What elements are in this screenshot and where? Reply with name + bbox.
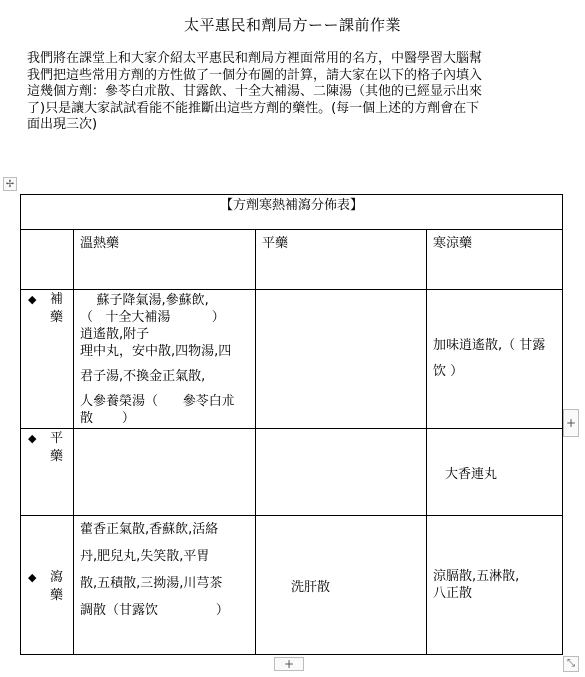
table-move-handle-icon[interactable]: ✢: [3, 177, 17, 191]
cell-xie-neutral[interactable]: [256, 516, 427, 655]
row-label-xie: 瀉藥: [50, 570, 64, 603]
cell-line: 丹,肥兒丸,失笑散,平胃: [80, 549, 210, 564]
cell-line: 逍遙散,附子: [80, 327, 150, 342]
table-caption: 【方劑寒熱補瀉分佈表】: [21, 195, 563, 230]
row-label-bu: 補藥: [50, 292, 64, 325]
table-resize-handle-icon[interactable]: ⤡: [563, 656, 579, 672]
intro-line: 了)只是讓大家試試看能不能推斷出這些方劑的藥性。(每一個上述的方劑會在下: [27, 100, 480, 116]
cell-line: 蘇子降氣湯,參蘇飲,: [80, 293, 209, 308]
cell-line: 人參養榮湯（ 參苓白朮: [80, 394, 235, 409]
cell-line: （ 十全大補湯 ）: [80, 310, 225, 325]
row-label-xie-cell[interactable]: [21, 516, 74, 655]
add-row-button[interactable]: +: [274, 657, 304, 671]
cell-xie-cool[interactable]: [427, 516, 563, 655]
intro-line: 我們將在課堂上和大家介紹太平惠民和劑局方裡面常用的名方，中醫學習大腦幫: [27, 51, 483, 66]
cell-line: 理中丸，安中散,四物湯,四: [80, 344, 232, 359]
bullet-diamond-icon: ◆: [28, 571, 37, 584]
cell-line: 八正散: [433, 586, 473, 601]
formula-distribution-table: [20, 194, 563, 655]
header-corner-cell[interactable]: [21, 230, 74, 290]
intro-paragraph: [27, 51, 537, 134]
cell-xie-warm[interactable]: [74, 516, 256, 655]
cell-text: 加味逍遙散,（ 甘露饮 ）: [433, 338, 546, 379]
cell-line: 藿香正氣散,香蘇飲,活絡: [80, 522, 219, 537]
cell-line: [80, 385, 251, 393]
intro-line: 面出現三次): [27, 117, 98, 132]
add-column-button[interactable]: +: [563, 409, 579, 437]
cell-line: 散,五積散,三拗湯,川芎茶: [80, 576, 223, 591]
cell-bu-cool[interactable]: [427, 290, 563, 429]
bullet-diamond-icon: ◆: [28, 293, 37, 306]
cell-line: [80, 360, 251, 368]
row-label-bu-cell[interactable]: [21, 290, 74, 429]
cell-line: 調散（甘露饮 ）: [80, 603, 229, 618]
cell-ping-neutral[interactable]: [256, 429, 427, 516]
row-label-ping: 平藥: [50, 431, 64, 464]
cell-ping-warm[interactable]: [74, 429, 256, 516]
bullet-diamond-icon: ◆: [28, 432, 37, 445]
cell-text: 洗肝散: [291, 579, 331, 595]
document-title: 太平惠民和劑局方ーー課前作業: [183, 16, 401, 34]
row-label-ping-cell[interactable]: [21, 429, 74, 516]
cell-bu-warm[interactable]: [74, 290, 256, 429]
cell-ping-cool[interactable]: [427, 429, 563, 516]
cell-line: 散 ）: [80, 411, 135, 426]
header-neutral-cell[interactable]: [256, 230, 427, 290]
header-warm-cell[interactable]: [74, 230, 256, 290]
header-cool: 寒涼藥: [433, 236, 473, 251]
header-neutral: 平藥: [262, 236, 289, 251]
header-cool-cell[interactable]: [427, 230, 563, 290]
intro-line: 這幾個方劑：參苓白朮散、甘露飲、十全大補湯、二陳湯（其他的已經显示出來: [27, 84, 483, 99]
intro-line: 我們把這些常用方劑的方性做了一個分布圖的計算，請大家在以下的格子內填入: [27, 67, 483, 83]
cell-text: 大香連丸: [445, 466, 498, 482]
cell-bu-neutral[interactable]: [256, 290, 427, 429]
cell-line: 涼膈散,五淋散,: [433, 569, 520, 584]
cell-line: 君子湯,不換金正氣散,: [80, 369, 206, 384]
header-warm: 溫熱藥: [80, 236, 120, 251]
